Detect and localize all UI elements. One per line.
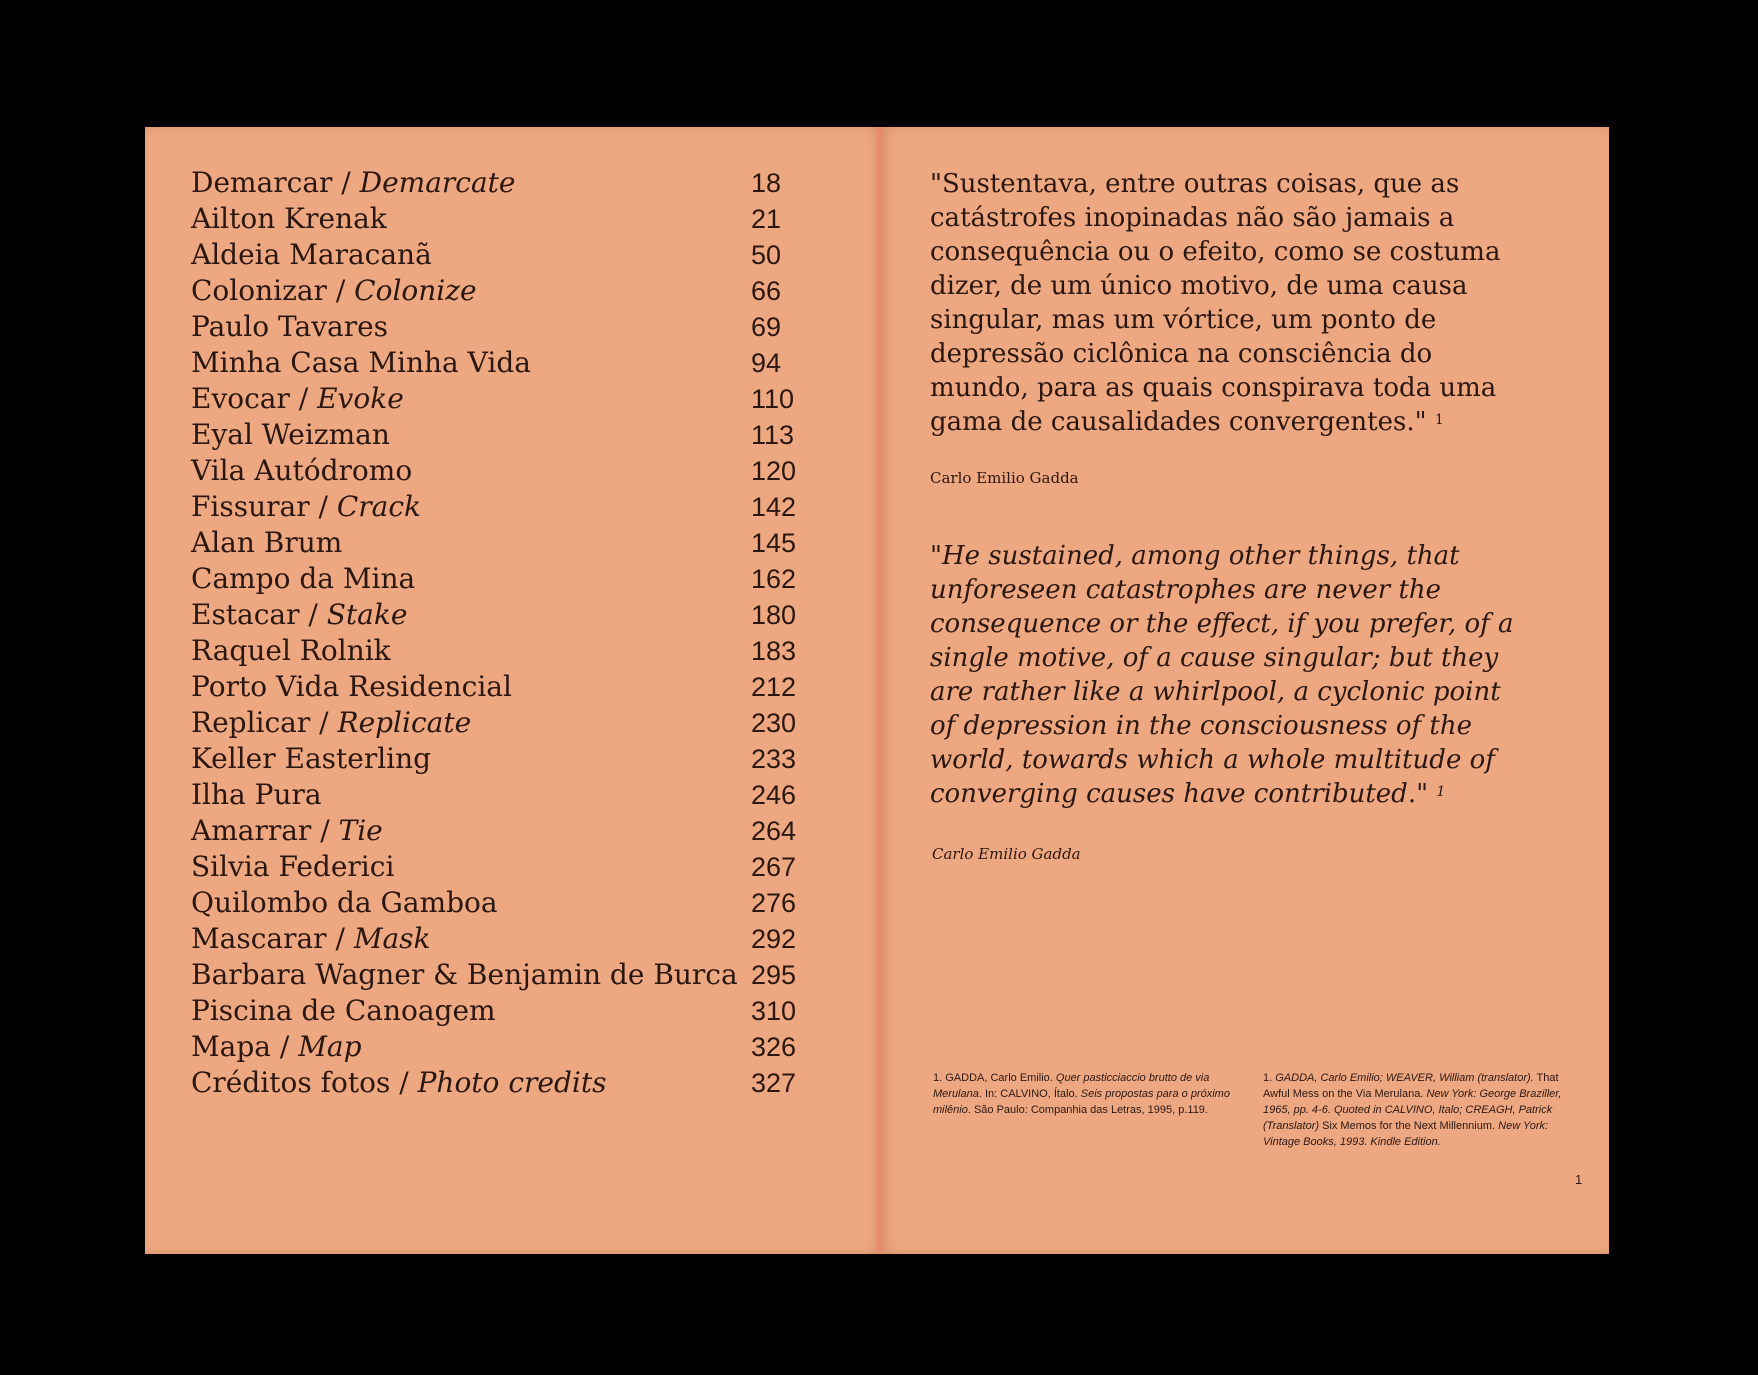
toc-entry	[191, 777, 803, 813]
toc-entry	[191, 921, 803, 957]
toc-entry-page: 230	[751, 708, 797, 738]
toc-entry-page: 50	[751, 240, 782, 270]
toc-entry-title: Paulo Tavares	[191, 310, 389, 343]
quote-english-author: Carlo Emilio Gadda	[932, 845, 1081, 863]
toc-entry-page: 310	[751, 996, 797, 1026]
quote-portuguese: "Sustentava, entre outras coisas, que as catástrofes inopinadas não são jamais a consequência ou o efeito, como se costuma dizer, de um único motivo, de uma causa singular, mas um vórtice, um ponto de depressão ciclônica na consciência do mundo, para as quais conspirava toda uma gama de causalidades convergentes." $^1$	[930, 169, 1501, 437]
toc-entry	[191, 273, 803, 309]
footnote-english: 1. GADDA, Carlo Emilio; WEAVER, William (translator). That Awful Mess on the Via Merulana. New York: George Braziller, 1965, pp. 4-6. Quoted in CALVINO, Italo; CREAGH, Patrick (Translator) Six Memos for the Next Millennium. New York: Vintage Books, 1993. Kindle Edition.	[1263, 1072, 1562, 1148]
toc-entry-page: 276	[751, 888, 797, 918]
toc-entry	[191, 417, 803, 453]
toc-entry-page: 233	[751, 744, 797, 774]
toc-entry	[191, 741, 803, 777]
toc-entry	[191, 453, 803, 489]
toc-entry-title: Aldeia Maracanã	[191, 238, 432, 271]
toc-entry-title: Keller Easterling	[191, 742, 432, 775]
toc-entry-title: Eyal Weizman	[191, 418, 390, 451]
toc-entry-title: Demarcar / Demarcate	[191, 166, 516, 199]
toc-entry-page: 327	[751, 1068, 797, 1098]
toc-entry-page: 110	[751, 384, 795, 414]
toc-entry-title: Ilha Pura	[191, 778, 322, 811]
toc-entry-page: 326	[751, 1032, 797, 1062]
quote-english: "He sustained, among other things, that unforeseen catastrophes are never the consequence or the effect, if you prefer, of a single motive, of a cause singular; but they are rather like a whirlpool, a cyclonic point of depression in the consciousness of the world, towards which a whole multitude of converging causes have contributed." $^1$	[930, 541, 1514, 809]
toc-entry-title: Campo da Mina	[191, 562, 416, 595]
toc-entry-page: 295	[751, 960, 797, 990]
toc-entry-title: Barbara Wagner & Benjamin de Burca	[191, 958, 738, 991]
toc-entry-title: Estacar / Stake	[191, 598, 408, 631]
toc-entry-title: Porto Vida Residencial	[191, 670, 512, 703]
toc-entry-page: 69	[751, 312, 782, 342]
toc-entry-page: 145	[751, 528, 797, 558]
toc-entry	[191, 525, 803, 561]
toc-entry-page: 18	[751, 168, 782, 198]
toc-entry	[191, 237, 803, 273]
toc-entry	[191, 813, 803, 849]
toc-entry-title: Amarrar / Tie	[191, 814, 383, 847]
toc-entry-title: Mapa / Map	[191, 1030, 362, 1063]
page-number: 1	[1575, 1172, 1583, 1187]
toc-entry-page: 66	[751, 276, 782, 306]
toc-entry-title: Mascarar / Mask	[191, 922, 431, 955]
toc-entry-title: Raquel Rolnik	[191, 634, 391, 667]
toc-entry-page: 120	[751, 456, 797, 486]
toc-entry-page: 264	[751, 816, 797, 846]
toc-entry	[191, 345, 803, 381]
toc-entry-page: 162	[751, 564, 797, 594]
toc-entry	[191, 705, 803, 741]
toc-entry-page: 292	[751, 924, 797, 954]
toc-entry-title: Alan Brum	[191, 526, 343, 559]
toc-entry-title: Créditos fotos / Photo credits	[191, 1066, 607, 1099]
toc-entry-title: Minha Casa Minha Vida	[191, 346, 531, 379]
toc-entry-title: Ailton Krenak	[191, 202, 387, 235]
toc-entry	[191, 165, 803, 201]
toc-entry-title: Fissurar / Crack	[191, 490, 422, 523]
toc-entry-page: 142	[751, 492, 797, 522]
toc-entry	[191, 957, 803, 993]
toc-entry-page: 21	[751, 204, 782, 234]
toc-entry	[191, 561, 803, 597]
toc-entry-title: Vila Autódromo	[191, 454, 413, 487]
toc-entry-page: 94	[751, 348, 782, 378]
toc-entry	[191, 201, 803, 237]
toc-entry	[191, 633, 803, 669]
table-of-contents	[191, 165, 803, 1101]
footnote-marker: 1	[1434, 412, 1444, 428]
footnote-marker: 1	[1436, 784, 1446, 800]
toc-entry-title: Quilombo da Gamboa	[191, 886, 498, 919]
toc-entry	[191, 1029, 803, 1065]
toc-entry	[191, 993, 803, 1029]
right-page	[881, 127, 1609, 1254]
quote-portuguese-author: Carlo Emilio Gadda	[930, 469, 1079, 487]
toc-entry-title: Evocar / Evoke	[191, 382, 404, 415]
toc-entry-page: 180	[751, 600, 797, 630]
toc-entry-page: 267	[751, 852, 797, 882]
toc-entry-page: 246	[751, 780, 797, 810]
toc-entry	[191, 489, 803, 525]
left-page	[145, 127, 881, 1254]
toc-entry	[191, 381, 803, 417]
open-book	[145, 127, 1609, 1254]
toc-entry-title: Piscina de Canoagem	[191, 994, 496, 1027]
toc-entry-title: Replicar / Replicate	[191, 706, 472, 739]
toc-entry-title: Colonizar / Colonize	[191, 274, 477, 307]
toc-entry-page: 113	[751, 420, 795, 450]
toc-entry	[191, 669, 803, 705]
toc-entry	[191, 885, 803, 921]
toc-entry-page: 212	[751, 672, 797, 702]
toc-entry	[191, 1065, 803, 1101]
toc-entry	[191, 309, 803, 345]
toc-entry	[191, 849, 803, 885]
toc-entry	[191, 597, 803, 633]
toc-entry-title: Silvia Federici	[191, 850, 395, 883]
footnote-portuguese: 1. GADDA, Carlo Emilio. Quer pasticciaccio brutto de via Merulana. In: CALVINO, Ítalo. Seis propostas para o próximo milênio. São Paulo: Companhia das Letras, 1995, p.119.	[933, 1072, 1230, 1116]
toc-entry-page: 183	[751, 636, 797, 666]
